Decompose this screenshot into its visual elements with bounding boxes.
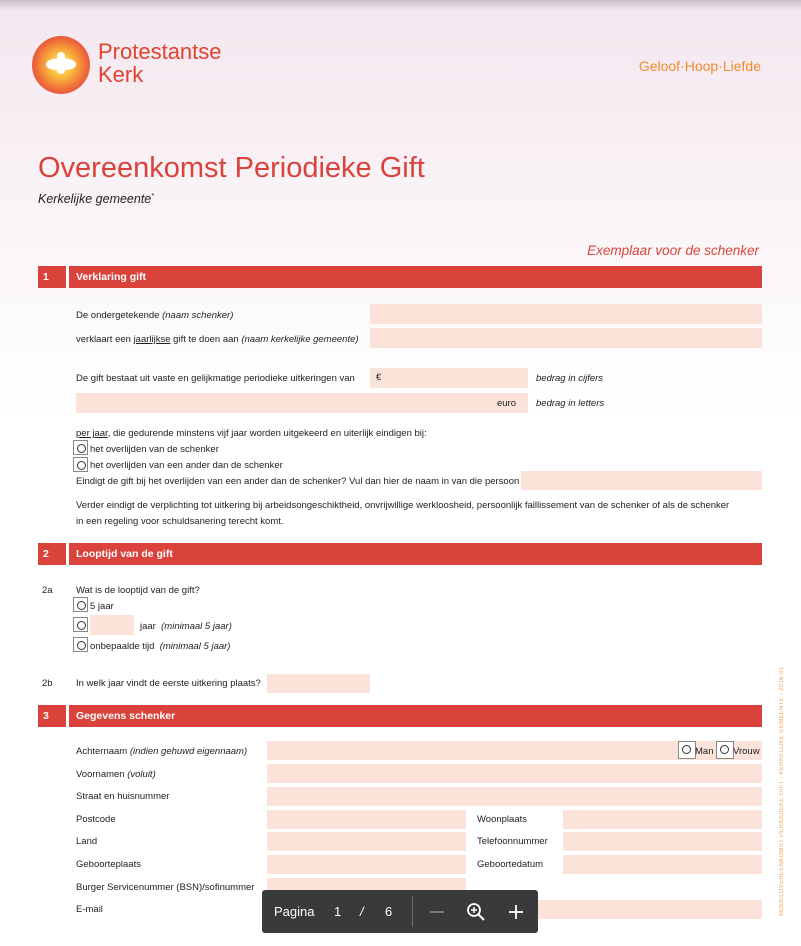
dove-body-shape <box>57 52 65 74</box>
euro-word: euro <box>496 398 516 409</box>
per-jaar-label <box>76 428 427 439</box>
total-pages: 6 <box>385 904 393 919</box>
ondergetekende-text: De ondergetekende <box>76 310 163 321</box>
section-separator <box>66 705 69 727</box>
pdf-viewer-toolbar <box>262 890 538 933</box>
section-title: Verklaring gift <box>76 271 147 283</box>
section-title: Looptijd van de gift <box>76 548 173 560</box>
bsn-label: Burger Servicenummer (BSN)/sofinummer <box>76 882 255 893</box>
achternaam-label <box>76 746 247 757</box>
document-subtitle <box>38 192 154 206</box>
radio-5-jaar[interactable] <box>73 597 88 612</box>
section-bar-3 <box>38 705 762 727</box>
option-5-jaar: 5 jaar <box>90 601 114 612</box>
radio-aantal-jaar[interactable] <box>73 617 88 632</box>
naam-schenker-field[interactable] <box>370 304 762 324</box>
verklaart-text-c: gift te doen aan <box>170 334 242 345</box>
section-number: 2 <box>43 548 49 560</box>
ondergetekende-label <box>76 310 233 321</box>
email-label: E-mail <box>76 904 103 915</box>
voornamen-text: Voornamen <box>76 769 125 780</box>
page-separator: / <box>360 904 364 919</box>
section-separator <box>66 266 69 288</box>
subtitle-text: Kerkelijke gemeente <box>38 192 152 206</box>
euro-sign: € <box>376 372 382 383</box>
option-jaar-note: (minimaal 5 jaar) <box>161 621 232 632</box>
eerste-uitkering-jaar-field[interactable] <box>267 674 370 693</box>
copy-label: Exemplaar voor de schenker <box>587 243 759 258</box>
geboortedatum-label: Geboortedatum <box>477 859 544 870</box>
page-label: Pagina <box>274 904 315 919</box>
voornamen-note: (voluit) <box>127 769 156 780</box>
radio-man[interactable] <box>678 741 696 759</box>
logo-text <box>98 40 222 86</box>
option-onbepaald-label <box>90 641 230 652</box>
toolbar-divider <box>412 896 413 927</box>
voornamen-label <box>76 769 156 780</box>
bestaat-label: De gift bestaat uit vaste en gelijkmatige periodieke uitkeringen van <box>76 373 355 384</box>
bedrag-cijfers-label: bedrag in cijfers <box>536 373 604 384</box>
radio-onbepaalde-tijd[interactable] <box>73 637 88 652</box>
section-number: 1 <box>43 271 49 283</box>
question-2a-number: 2a <box>42 585 53 596</box>
voornamen-field[interactable] <box>267 764 762 783</box>
bedrag-cijfers-field[interactable] <box>370 368 528 388</box>
naam-gemeente-field[interactable] <box>370 328 762 348</box>
ander-persoon-field[interactable] <box>521 471 762 490</box>
geboorteplaats-label: Geboorteplaats <box>76 859 141 870</box>
straat-field[interactable] <box>267 787 762 806</box>
option-overlijden-schenker: het overlijden van de schenker <box>90 444 219 455</box>
radio-overlijden-schenker[interactable] <box>73 440 88 455</box>
verder-text-2: in een regeling voor schuldsanering terecht komt. <box>76 516 284 527</box>
geboortedatum-field[interactable] <box>563 855 762 874</box>
section-bar-2 <box>38 543 762 565</box>
bedrag-letters-label: bedrag in letters <box>536 398 605 409</box>
man-label: Man <box>695 746 714 757</box>
ander-persoon-label: Eindigt de gift bij het overlijden van een ander dan de schenker? Vul dan hier de naam in van die persoon <box>76 476 520 487</box>
minus-icon[interactable] <box>428 903 446 921</box>
magnifier-icon[interactable] <box>466 902 486 922</box>
radio-overlijden-ander[interactable] <box>73 457 88 472</box>
subtitle-mark: * <box>151 192 154 200</box>
radio-vrouw[interactable] <box>716 741 734 759</box>
bedrag-letters-field[interactable] <box>76 393 528 413</box>
aantal-jaar-field[interactable] <box>90 615 134 635</box>
top-shadow <box>0 0 801 10</box>
ondergetekende-note: (naam schenker) <box>162 310 234 321</box>
land-field[interactable] <box>267 832 466 851</box>
section-separator <box>66 543 69 565</box>
plus-icon[interactable] <box>507 903 525 921</box>
postcode-field[interactable] <box>267 810 466 829</box>
per-jaar-text: per jaar <box>76 428 108 439</box>
achternaam-note: (indien gehuwd eigennaam) <box>129 746 248 757</box>
option-overlijden-ander: het overlijden van een ander dan de schenker <box>90 460 283 471</box>
straat-label: Straat en huisnummer <box>76 791 170 802</box>
option-jaar-label <box>140 621 232 632</box>
section-bar-1 <box>38 266 762 288</box>
verklaart-text-b: jaarlijkse <box>133 334 171 345</box>
telefoon-field[interactable] <box>563 832 762 851</box>
logo-line2: Kerk <box>98 62 144 87</box>
achternaam-text: Achternaam <box>76 746 128 757</box>
option-onbepaald-text: onbepaalde tijd <box>90 641 155 652</box>
question-2b-number: 2b <box>42 678 53 689</box>
verder-text-1: Verder eindigt de verplichting tot uitkering bij arbeidsongeschiktheid, onvrijwillige werkloosheid, persoonlijk faillissement van de schenker of als de schenker <box>76 500 730 511</box>
question-2b: In welk jaar vindt de eerste uitkering plaats? <box>76 678 261 689</box>
per-jaar-rest: , die gedurende minstens vijf jaar worden uitgekeerd en uiterlijk eindigen bij: <box>107 428 427 439</box>
question-2a: Wat is de looptijd van de gift? <box>76 585 200 596</box>
woonplaats-field[interactable] <box>563 810 762 829</box>
section-title: Gegevens schenker <box>76 710 176 722</box>
section-number: 3 <box>43 710 49 722</box>
geboorteplaats-field[interactable] <box>267 855 466 874</box>
side-footer-text: MODELOVEREENKOMST PERIODIEKE GIFT - KERKELIJKE GEMEENTE - 2016-01 <box>779 666 785 916</box>
verklaart-text-a: verklaart een <box>76 334 134 345</box>
motto: Geloof·Hoop·Liefde <box>638 58 761 74</box>
verklaart-note: (naam kerkelijke gemeente) <box>241 334 359 345</box>
telefoon-label: Telefoonnummer <box>477 836 548 847</box>
vrouw-label: Vrouw <box>733 746 760 757</box>
current-page-input[interactable]: 1 <box>334 904 342 919</box>
land-label: Land <box>76 836 98 847</box>
option-jaar-text: jaar <box>140 621 156 632</box>
woonplaats-label: Woonplaats <box>477 814 527 825</box>
postcode-label: Postcode <box>76 814 116 825</box>
verklaart-label <box>76 334 359 345</box>
document-title: Overeenkomst Periodieke Gift <box>38 152 425 184</box>
option-onbepaald-note: (minimaal 5 jaar) <box>159 641 231 652</box>
church-logo-icon <box>32 36 90 94</box>
logo-line1: Protestantse <box>98 39 222 64</box>
